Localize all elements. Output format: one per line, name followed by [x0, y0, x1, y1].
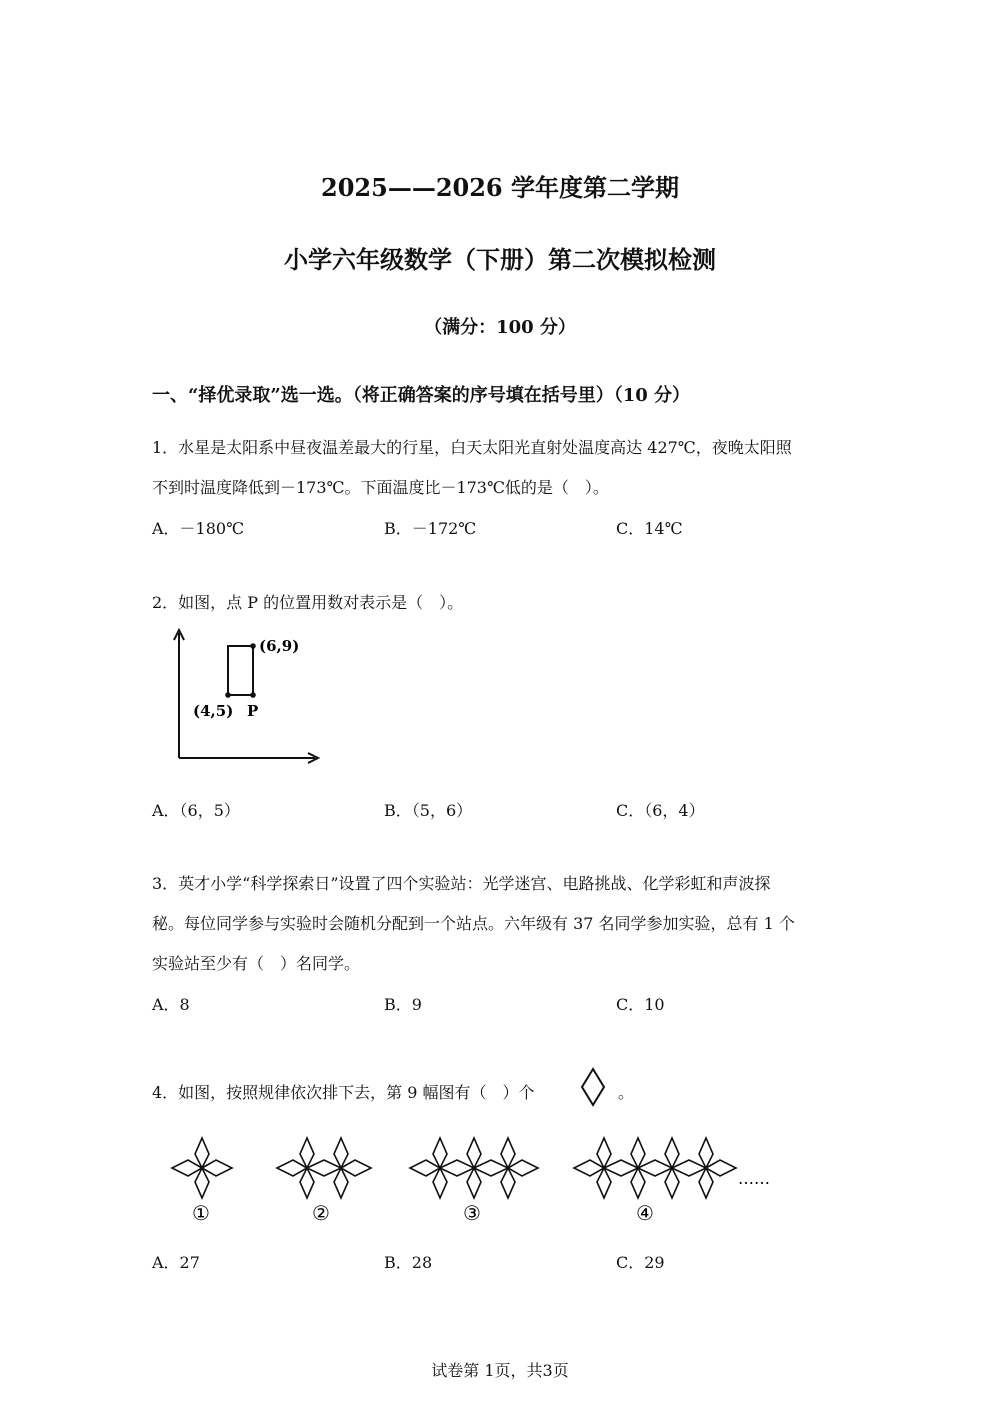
question-3	[152, 864, 852, 984]
pattern-4	[574, 1138, 736, 1198]
question-3-option-b: B．9	[384, 995, 422, 1014]
pattern-label-3: ③	[463, 1201, 481, 1225]
question-4-option-a: A．27	[152, 1253, 200, 1272]
full-score: （满分：100 分）	[424, 317, 576, 338]
question-2-option-a: A．（6，5）	[152, 801, 240, 820]
pattern-label-2: ②	[312, 1201, 330, 1225]
question-4-option-c: C．29	[616, 1253, 665, 1272]
question-1-line-1: 1．水星是太阳系中昼夜温差最大的行星，白天太阳光直射处温度高达 427℃，夜晚太阳照	[152, 438, 792, 457]
exam-year-title: 2025——2026 学年度第二学期	[321, 173, 679, 202]
question-4-option-b: B．28	[384, 1253, 433, 1272]
question-4-end: 。	[618, 1083, 635, 1102]
label-6-9: (6,9)	[259, 637, 300, 655]
coordinate-figure	[165, 625, 335, 770]
diamond-pattern-figure	[160, 1120, 800, 1230]
question-3-line-1: 3．英才小学“科学探索日”设置了四个实验站：光学迷宫、电路挑战、化学彩虹和声波探	[152, 874, 771, 893]
pattern-ellipsis: ……	[738, 1169, 770, 1188]
diamond-icon	[580, 1067, 606, 1107]
label-p: P	[247, 702, 259, 720]
pattern-label-1: ①	[192, 1201, 210, 1225]
question-2-option-b: B．（5，6）	[384, 801, 473, 820]
question-2-line-1: 2．如图，点 P 的位置用数对表示是（ ）。	[152, 593, 464, 612]
question-3-option-c: C．10	[616, 995, 665, 1014]
question-4-text: 4．如图，按照规律依次排下去，第 9 幅图有（ ）个	[152, 1083, 535, 1102]
question-3-option-a: A．8	[152, 995, 190, 1014]
question-3-line-2: 秘。每位同学参与实验时会随机分配到一个站点。六年级有 37 名同学参加实验，总有 1 个	[152, 914, 795, 933]
pattern-3	[410, 1138, 538, 1198]
question-2-option-c: C．（6，4）	[616, 801, 705, 820]
pattern-label-4: ④	[636, 1201, 654, 1225]
question-1-line-2: 不到时温度降低到－173℃。下面温度比－173℃低的是（ ）。	[152, 478, 609, 497]
exam-title: 小学六年级数学（下册）第二次模拟检测	[284, 245, 716, 274]
pattern-2	[277, 1138, 371, 1198]
pattern-1	[172, 1138, 232, 1198]
question-3-line-3: 实验站至少有（ ）名同学。	[152, 954, 361, 973]
question-1-option-c: C．14℃	[616, 519, 683, 538]
page-footer: 试卷第 1页，共3页	[431, 1361, 569, 1380]
question-1-option-a: A．－180℃	[152, 519, 244, 538]
question-1	[152, 428, 852, 508]
label-4-5: (4,5)	[193, 702, 234, 720]
section-heading: 一、“择优录取”选一选。（将正确答案的序号填在括号里）（10 分）	[152, 385, 691, 406]
question-2	[152, 583, 852, 623]
question-1-option-b: B．－172℃	[384, 519, 477, 538]
